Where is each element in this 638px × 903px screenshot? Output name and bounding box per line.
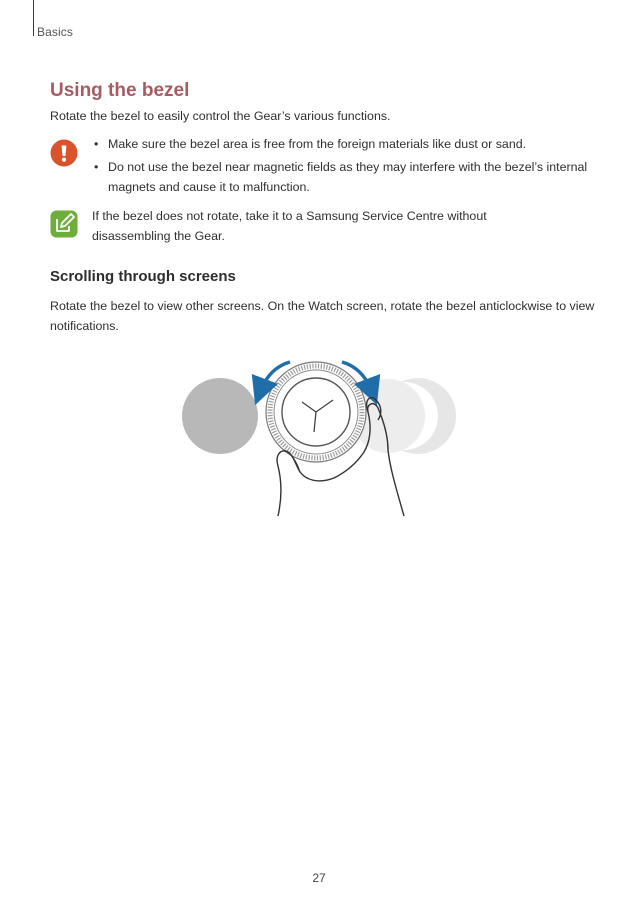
bullet-mark: •: [94, 160, 99, 174]
section-intro: Rotate the bezel to easily control the Gear’s various functions.: [50, 109, 391, 123]
note-icon-badge: [51, 211, 78, 238]
caution-item: [92, 157, 592, 197]
caution-item-text: Make sure the bezel area is free from the foreign materials like dust or sand.: [108, 137, 527, 151]
scrolling-heading: Scrolling through screens: [50, 268, 236, 285]
previous-screen-circle: [182, 378, 258, 454]
caution-item-text: Do not use the bezel near magnetic fields as they may interfere with the bezel’s internal magnets and cause it to malfunction.: [108, 160, 588, 194]
exclamation-icon: [50, 139, 78, 167]
bezel-rotation-illustration: [178, 348, 464, 520]
section-title: Using the bezel: [50, 80, 190, 101]
note-text: If the bezel does not rotate, take it to a Samsung Service Centre without disassembling the Gear.: [92, 209, 487, 243]
header-rule: [33, 0, 34, 36]
scrolling-text: Rotate the bezel to view other screens. On the Watch screen, rotate the bezel anticlockwise to view notifications.: [50, 299, 595, 333]
running-header: Basics: [37, 25, 73, 39]
caution-list: [92, 134, 592, 200]
caution-icon-dot: [62, 158, 66, 162]
page-number: 27: [312, 871, 326, 885]
pencil-note-icon: [50, 210, 78, 238]
caution-item: [92, 134, 592, 154]
bullet-mark: •: [94, 137, 99, 151]
